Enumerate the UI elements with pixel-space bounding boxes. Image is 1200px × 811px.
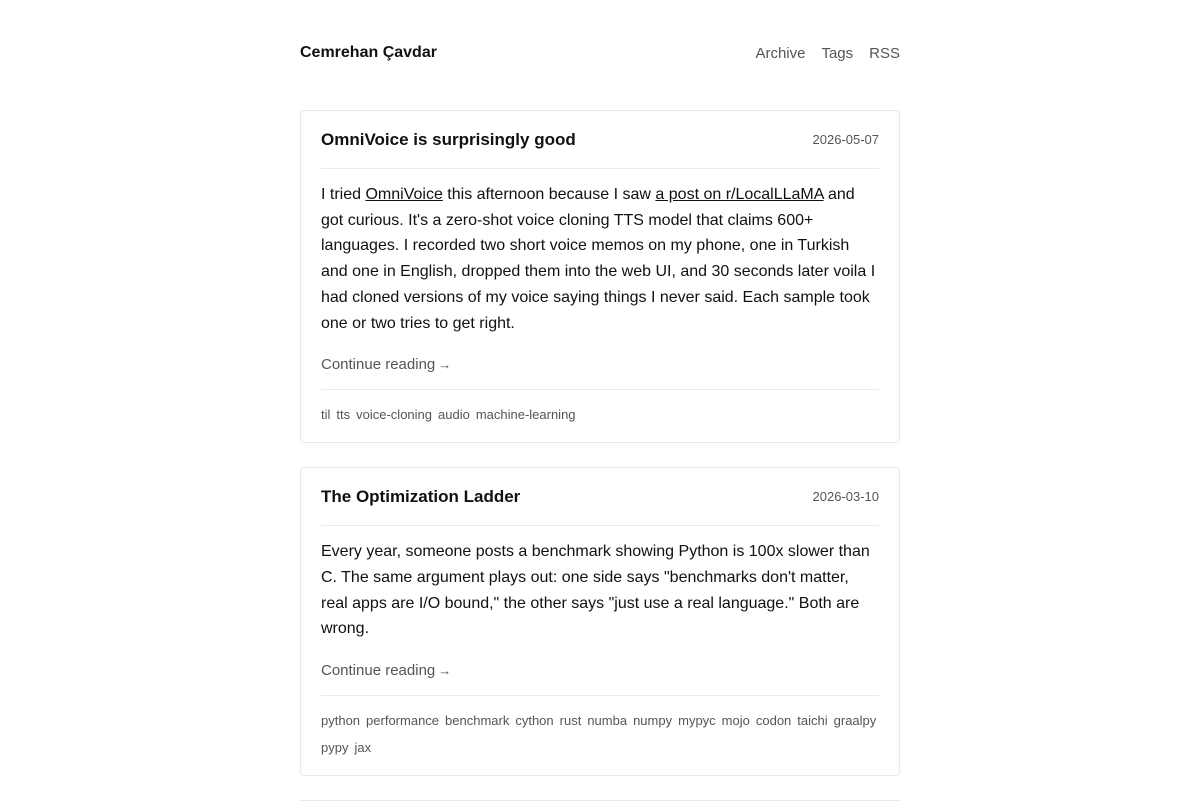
excerpt-text: Every year, someone posts a benchmark showing Python is 100x slower than C. The same argument plays out: one side says "benchmarks don't matter, real apps are I/O bound," the other says "just use a real language." Both are wrong. xyxy=(321,543,870,638)
post-title-link[interactable]: The Optimization Ladder xyxy=(321,486,521,506)
post-card xyxy=(300,110,900,443)
nav-archive-link[interactable]: Archive xyxy=(755,44,806,62)
tag-list xyxy=(321,389,879,442)
omnivoice-link[interactable]: OmniVoice xyxy=(365,186,443,203)
reddit-post-link[interactable]: a post on r/LocalLLaMA xyxy=(655,186,824,203)
tag-link[interactable]: jax xyxy=(354,740,372,756)
tag-link[interactable]: performance xyxy=(366,713,440,729)
excerpt-text: this afternoon because I saw xyxy=(442,186,656,203)
post-excerpt xyxy=(321,182,879,336)
tag-link[interactable]: python xyxy=(321,713,361,729)
tag-link[interactable]: voice-cloning xyxy=(356,407,432,423)
post-excerpt xyxy=(321,539,879,642)
tag-link[interactable]: rust xyxy=(559,713,582,729)
next-post-card-edge xyxy=(300,800,900,811)
nav-rss-link[interactable]: RSS xyxy=(869,44,900,62)
tag-link[interactable]: til xyxy=(321,407,331,423)
tag-link[interactable]: taichi xyxy=(797,713,828,729)
top-nav xyxy=(755,45,900,62)
arrow-right-icon: → xyxy=(438,663,452,679)
nav-tags-link[interactable]: Tags xyxy=(821,44,854,62)
tag-link[interactable]: numba xyxy=(587,713,628,729)
site-title-link[interactable]: Cemrehan Çavdar xyxy=(300,44,437,61)
tag-link[interactable]: mojo xyxy=(721,713,750,729)
tag-link[interactable]: tts xyxy=(336,407,351,423)
post-date: 2026-03-10 xyxy=(812,489,879,505)
continue-reading-label: Continue reading xyxy=(321,662,436,680)
continue-reading-link[interactable] xyxy=(321,356,451,373)
tag-link[interactable]: pypy xyxy=(321,740,349,756)
continue-reading-link[interactable] xyxy=(321,662,451,679)
arrow-right-icon: → xyxy=(438,357,452,373)
page-container xyxy=(300,0,900,811)
excerpt-text: I tried xyxy=(321,186,366,203)
site-header xyxy=(300,0,900,110)
post-title-link[interactable]: OmniVoice is surprisingly good xyxy=(321,129,576,149)
excerpt-text: and got curious. It's a zero-shot voice cloning TTS model that claims 600+ languages. I recorded two short voice memos on my phone, one in Turkish and one in English, dropped them into the web UI, and 30 seconds later voila I had cloned versions of my voice saying things I never said. Each sample took one or two tries to get right. xyxy=(321,186,876,332)
tag-link[interactable]: graalpy xyxy=(833,713,877,729)
tag-link[interactable]: codon xyxy=(755,713,792,729)
post-card xyxy=(300,467,900,776)
tag-list xyxy=(321,695,879,775)
tag-link[interactable]: numpy xyxy=(633,713,673,729)
continue-reading-label: Continue reading xyxy=(321,356,436,374)
tag-link[interactable]: machine-learning xyxy=(475,407,576,423)
post-header xyxy=(321,468,879,526)
post-header xyxy=(321,111,879,169)
tag-link[interactable]: cython xyxy=(515,713,554,729)
tag-link[interactable]: mypyc xyxy=(678,713,716,729)
tag-link[interactable]: audio xyxy=(438,407,470,423)
post-date: 2026-05-07 xyxy=(812,132,879,147)
tag-link[interactable]: benchmark xyxy=(445,713,510,729)
